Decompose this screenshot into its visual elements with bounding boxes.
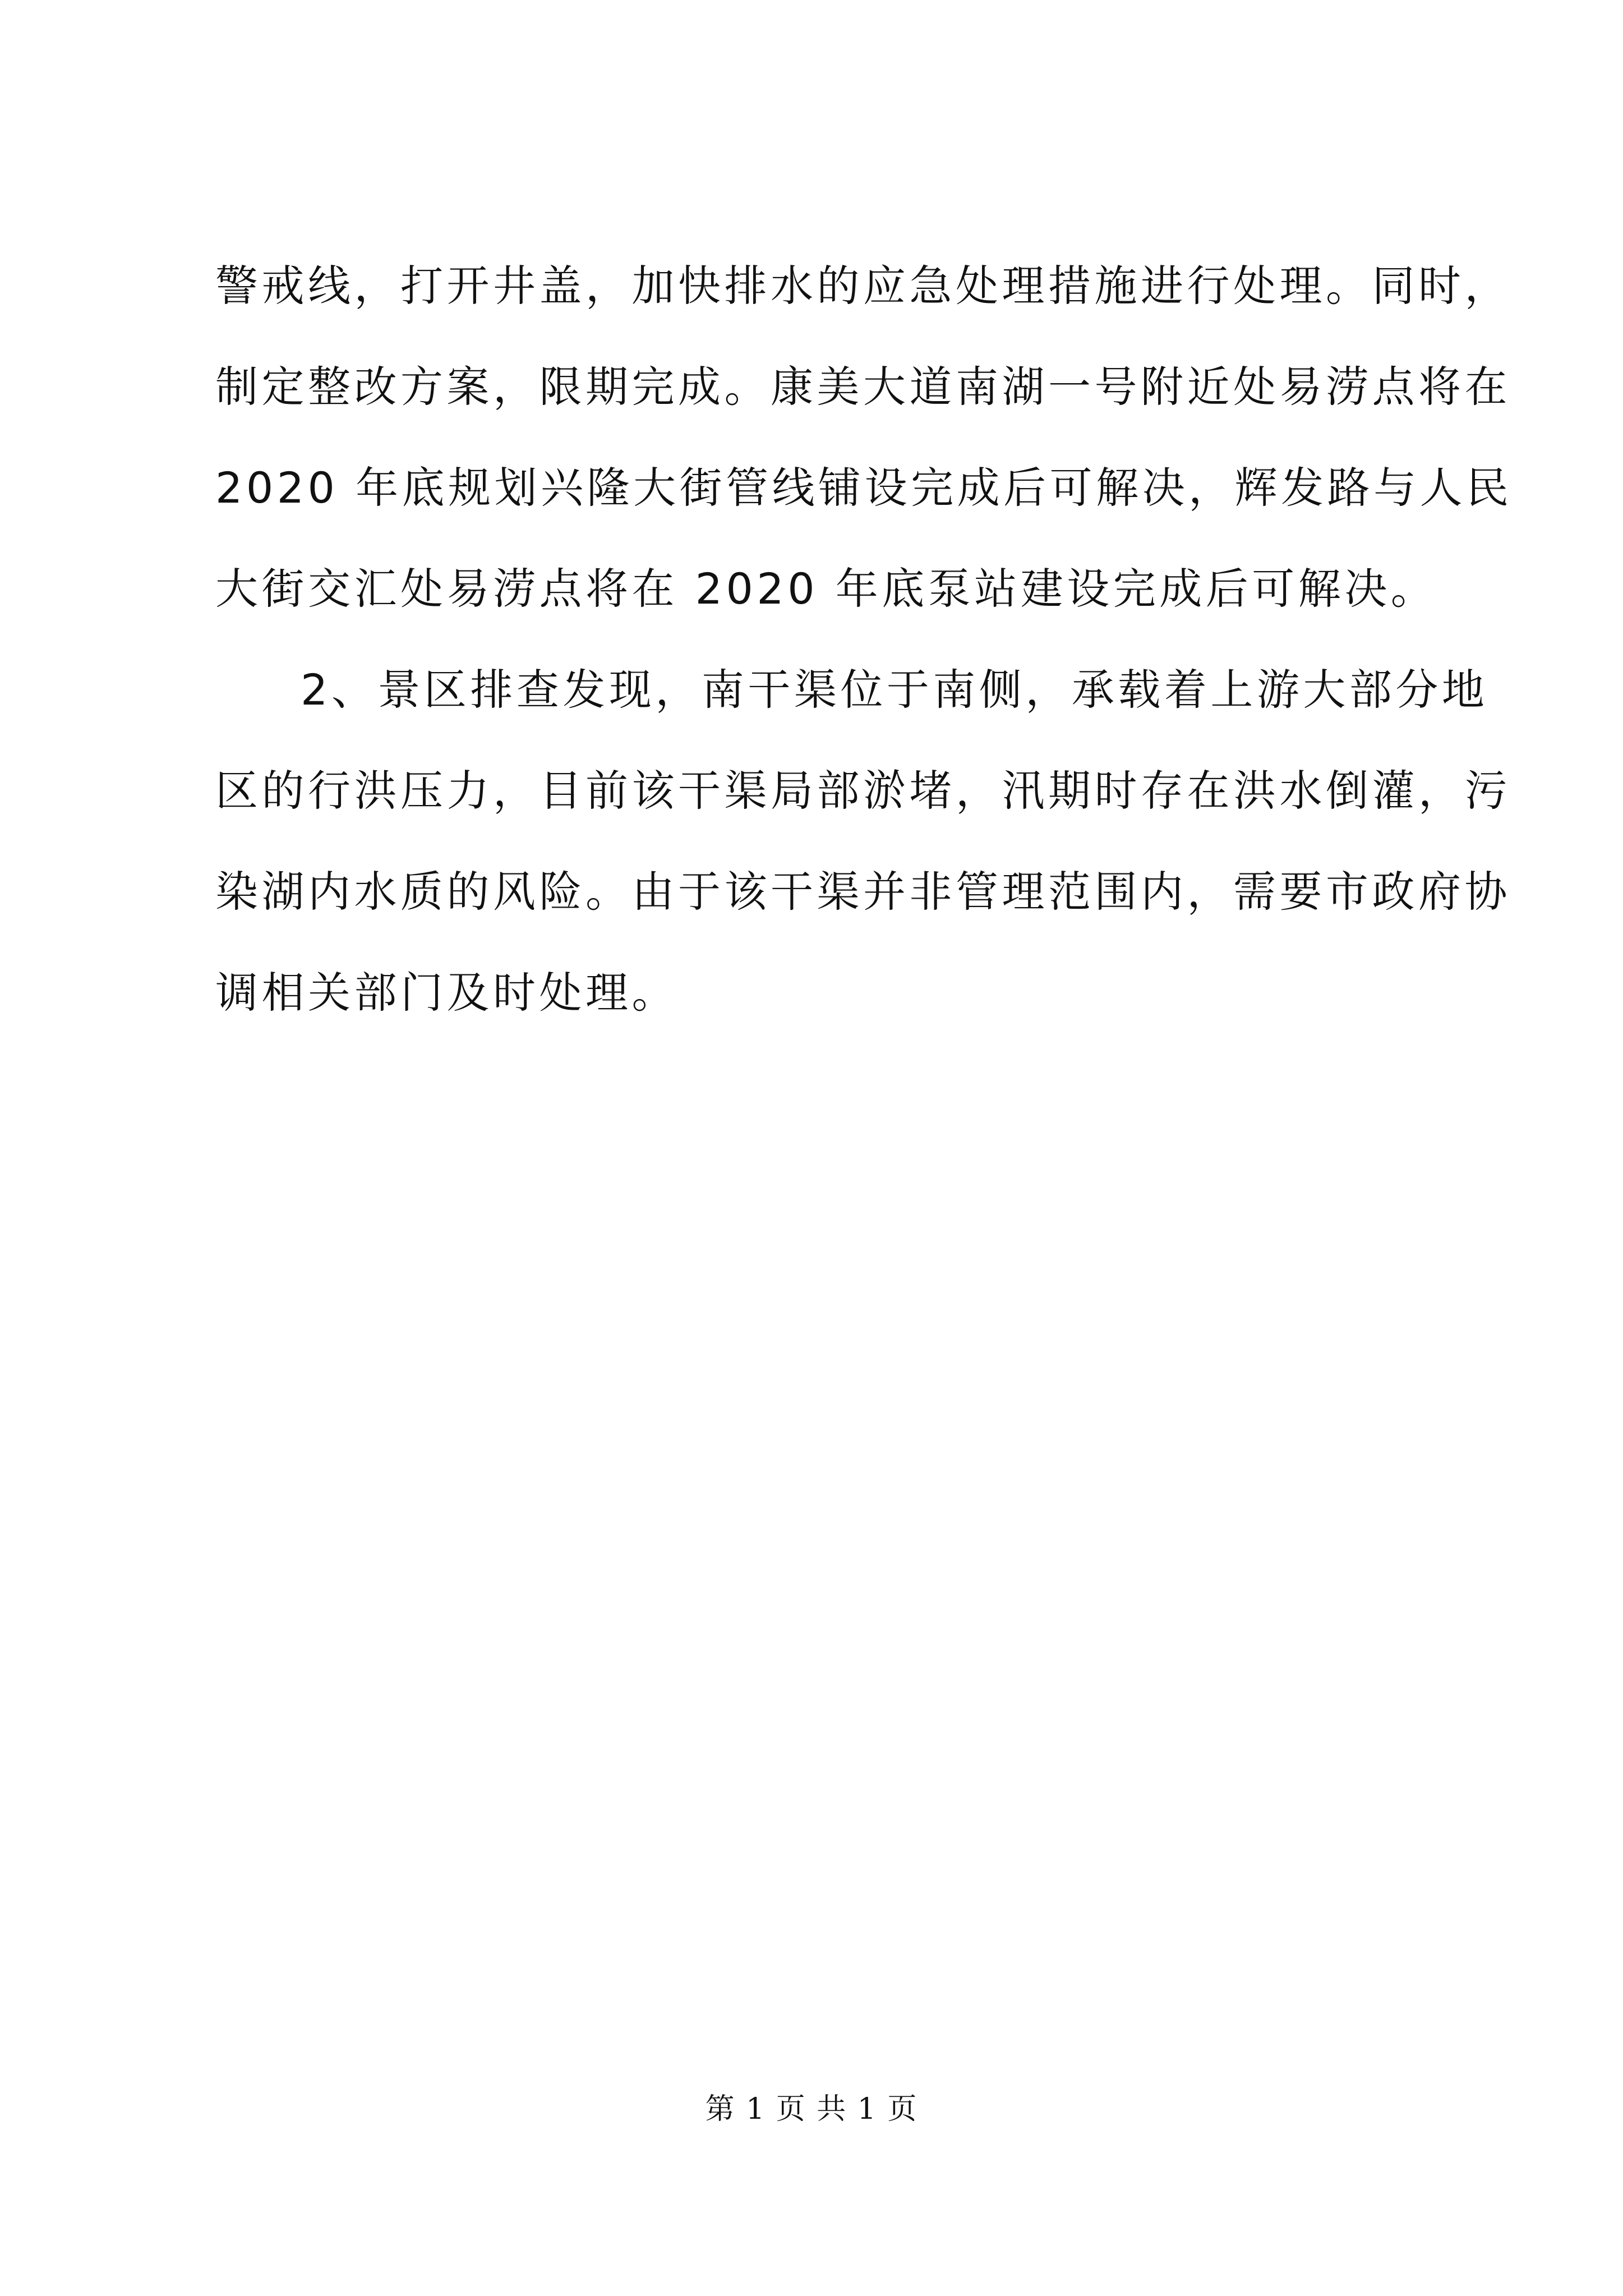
text-line: 2020 年底规划兴隆大街管线铺设完成后可解决，辉发路与人民 <box>215 463 1513 513</box>
page-footer: 第 1 页 共 1 页 <box>705 2092 918 2126</box>
text-line: 制定整改方案，限期完成。康美大道南湖一号附近处易涝点将在 <box>215 362 1511 412</box>
text-line: 调相关部门及时处理。 <box>215 968 678 1018</box>
paragraph-start-line: 2、景区排查发现，南干渠位于南侧，承载着上游大部分地 <box>301 665 1488 715</box>
text-line: 警戒线，打开井盖，加快排水的应急处理措施进行处理。同时， <box>215 261 1511 311</box>
document-body <box>215 236 1513 1043</box>
text-line: 区的行洪压力，目前该干渠局部淤堵，汛期时存在洪水倒灌，污 <box>215 766 1511 816</box>
text-line: 大街交汇处易涝点将在 2020 年底泵站建设完成后可解决。 <box>215 564 1437 614</box>
text-line: 染湖内水质的风险。由于该干渠并非管理范围内，需要市政府协 <box>215 867 1511 917</box>
